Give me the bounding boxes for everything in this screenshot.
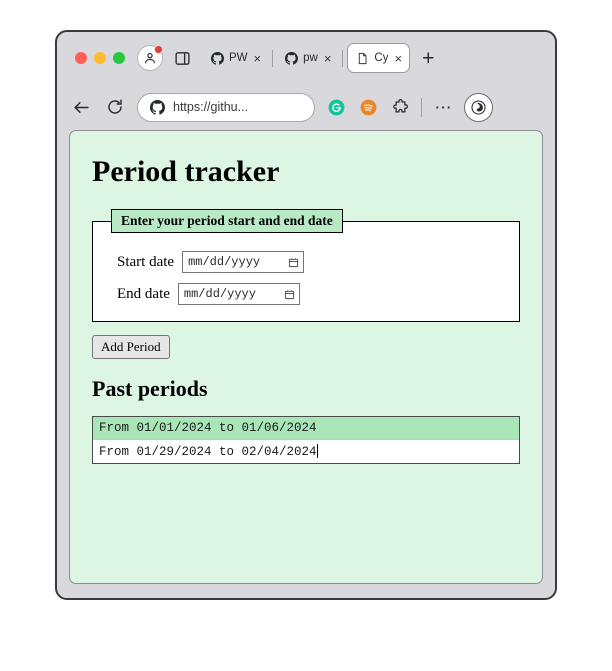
spotify-extension-button[interactable] — [357, 96, 379, 118]
tab-close-button[interactable]: × — [323, 50, 332, 66]
past-periods-heading: Past periods — [92, 376, 208, 401]
overflow-menu-button[interactable] — [432, 96, 454, 118]
browser-toolbar — [57, 84, 555, 130]
tab-close-button[interactable]: × — [253, 50, 262, 66]
notification-dot — [154, 45, 163, 54]
calendar-icon[interactable] — [288, 257, 299, 268]
calendar-glyph — [284, 289, 295, 300]
tab-title: PW — [229, 52, 248, 64]
tab-cypress-active[interactable] — [347, 43, 410, 73]
end-date-row — [117, 283, 505, 305]
grammarly-icon — [327, 98, 346, 117]
github-icon — [150, 100, 165, 115]
start-date-value: mm/dd/yyyy — [188, 255, 261, 269]
calendar-icon[interactable] — [284, 289, 295, 300]
text-caret — [317, 444, 318, 458]
new-tab-button[interactable]: + — [422, 46, 435, 70]
list-item[interactable] — [93, 440, 519, 463]
tab-strip — [57, 32, 555, 84]
spotify-icon — [359, 98, 378, 117]
maximize-window-button[interactable] — [113, 52, 125, 64]
end-date-label: End date — [117, 285, 170, 302]
puzzle-icon — [391, 98, 410, 117]
profile-avatar-button[interactable] — [137, 45, 163, 71]
tab-separator — [272, 50, 273, 67]
window-controls — [75, 52, 125, 64]
close-window-button[interactable] — [75, 52, 87, 64]
minimize-window-button[interactable] — [94, 52, 106, 64]
start-date-row — [117, 251, 505, 273]
page-title: Period tracker — [92, 155, 280, 188]
add-period-button[interactable]: Add Period — [92, 335, 170, 359]
back-button[interactable] — [69, 95, 93, 119]
address-bar[interactable] — [137, 93, 315, 122]
github-icon — [285, 52, 298, 65]
fieldset-legend: Enter your period start and end date — [111, 209, 343, 233]
tab-title: Cy — [374, 52, 389, 64]
github-icon — [211, 52, 224, 65]
tab-close-button[interactable]: × — [394, 50, 403, 66]
start-date-input[interactable] — [182, 251, 304, 273]
start-date-label: Start date — [117, 253, 175, 270]
tab-title: pw — [303, 52, 318, 64]
ellipsis-icon: ⋯ — [434, 97, 452, 117]
reload-button[interactable] — [103, 95, 127, 119]
toolbar-separator — [421, 98, 422, 117]
calendar-glyph — [288, 257, 299, 268]
list-item[interactable]: From 01/01/2024 to 01/06/2024 — [93, 417, 519, 440]
browser-window — [55, 30, 557, 600]
period-entry-fieldset — [92, 209, 520, 322]
end-date-input[interactable] — [178, 283, 300, 305]
url-text: https://githu... — [173, 100, 249, 114]
list-item-text: From 01/29/2024 to 02/04/2024 — [99, 445, 317, 459]
reload-icon — [106, 98, 124, 116]
edge-profile-icon — [470, 99, 487, 116]
puzzle-extension-button[interactable] — [389, 96, 411, 118]
sidebar-toggle-button[interactable] — [171, 47, 193, 69]
browser-profile-button[interactable] — [464, 93, 493, 122]
document-icon — [356, 52, 369, 65]
tab-pw-1[interactable] — [203, 43, 268, 73]
tab-separator — [342, 50, 343, 67]
page-content — [70, 131, 542, 482]
tab-pw-2[interactable] — [277, 43, 338, 73]
grammarly-extension-button[interactable] — [325, 96, 347, 118]
end-date-value: mm/dd/yyyy — [183, 287, 256, 301]
page-viewport — [69, 130, 543, 584]
arrow-left-icon — [72, 98, 91, 117]
panel-icon — [174, 50, 191, 67]
past-periods-list — [92, 416, 520, 464]
